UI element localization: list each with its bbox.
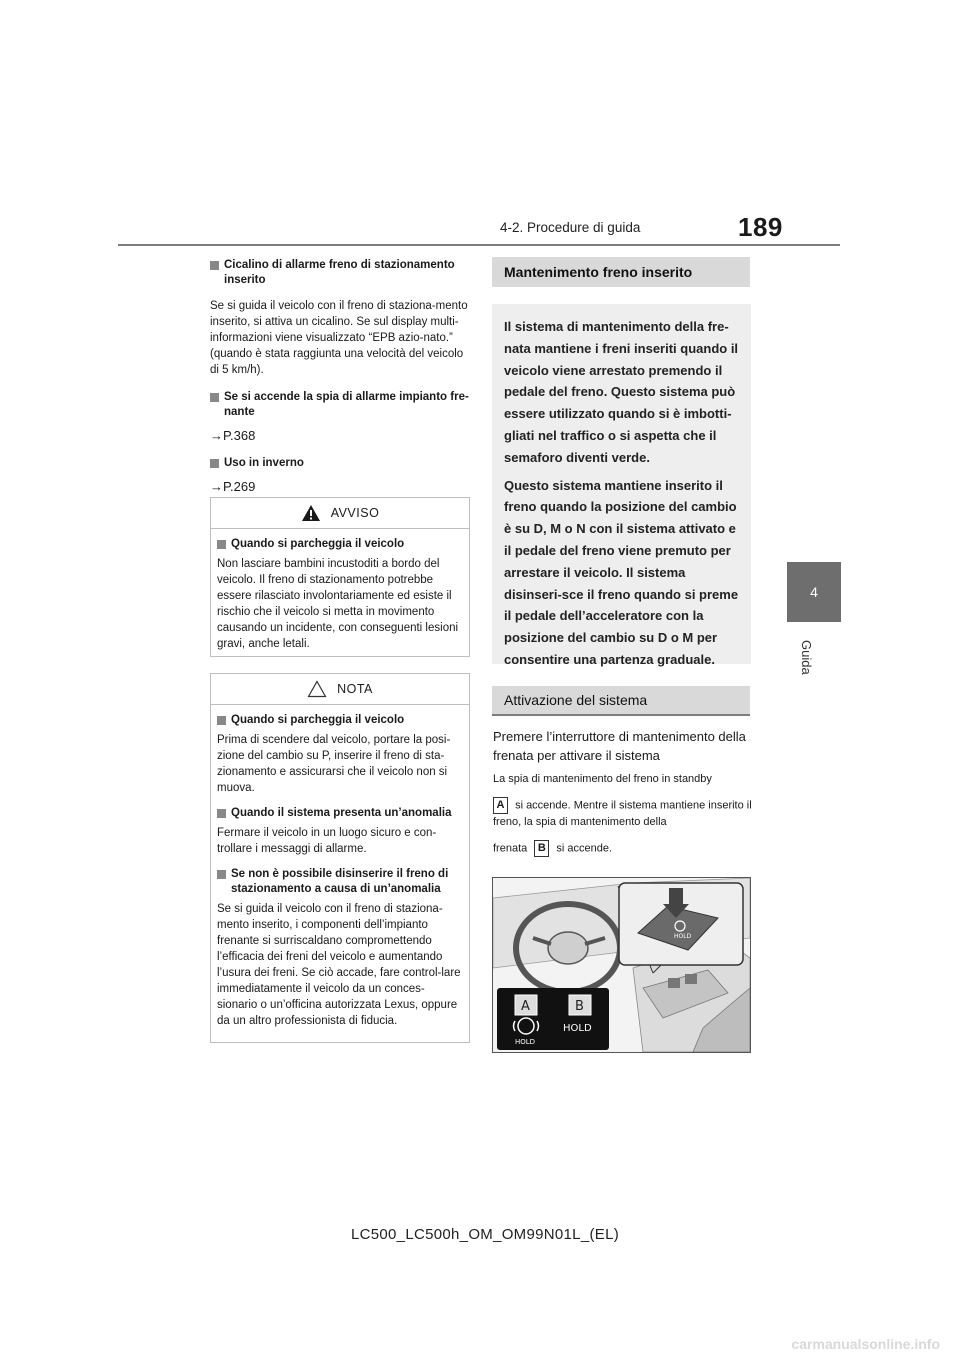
instruction-step: Premere l’interruttore di mantenimento della frenata per attivare il sistema [493, 729, 746, 763]
page-number: 189 [738, 212, 783, 242]
warning-body [211, 529, 469, 670]
panel-label-b: B [575, 999, 584, 1014]
notice-box [210, 673, 470, 1043]
warning-header [211, 498, 469, 529]
panel-label-a: A [521, 999, 530, 1014]
notice-item-text: Prima di scendere dal veicolo, portare la posi-zione del cambio su P, inserire il freno di sta-zionamento e assicurarsi che il veicolo non si muova. [217, 734, 451, 794]
section-header-activation: Attivazione del sistema [492, 686, 750, 716]
notice-item-heading: Se non è possibile disinserire il freno di stazionamento a causa di un’anomalia [217, 867, 463, 897]
footer-code: LC500_LC500h_OM_OM99N01L_(EL) [350, 1226, 620, 1243]
page-reference: →P.368 [210, 428, 256, 443]
section-header-brake-hold: Mantenimento freno inserito [492, 257, 750, 287]
notice-item-text: Fermare il veicolo in un luogo sicuro e con-trollare i messaggi di allarme. [217, 827, 437, 855]
section-title: 4-2. Procedure di guida [500, 220, 641, 235]
warning-item-heading: Quando si parcheggia il veicolo [217, 537, 463, 552]
watermark: carmanualsonline.info [791, 1336, 940, 1352]
indicator-note: La spia di mantenimento del freno in standby A si accende. Mentre il sistema mantiene inserito il freno, la spia di mantenimento della frenata B si accende. [493, 771, 753, 857]
intro-paragraph: Questo sistema mantiene inserito il freno quando la posizione del cambio è su D, M o N con il sistema attivato e il pedale del freno viene premuto per arrestare il veicolo. Il sistema disinseri-sce il freno quando si preme il pedale dell’acceleratore con la posizione del cambio su D o M per consentire una partenza graduale. [504, 477, 739, 667]
warning-item-text: Non lasciare bambini incustoditi a bordo del veicolo. Il freno di stazionamento potrebbe essere rilasciato involontariamente ed esiste il rischio che il veicolo si metta in movimento causando un incidente, con conseguenti lesioni gravi, anche letali. [217, 558, 459, 650]
page-reference: →P.269 [210, 479, 256, 494]
chapter-number: 4 [810, 584, 818, 600]
notice-item-heading: Quando si parcheggia il veicolo [217, 713, 463, 728]
caution-triangle-icon [307, 680, 327, 698]
cockpit-drawing [493, 878, 750, 1052]
warning-box [210, 497, 470, 657]
section-text: Se si guida il veicolo con il freno di staziona-mento inserito, si attiva un cicalino. Se sul display multi-informazioni viene visualizzato “EPB azio-nato.” (quando è stata raggiunta una velocità del veicolo di 5 km/h). [210, 300, 468, 376]
intro-paragraph: Il sistema di mantenimento della fre-nata mantiene i freni inseriti quando il veicolo viene arrestato premendo il pedale del freno. Questo sistema può essere utilizzato quando si è imbotti-gliati nel traffico o si aspetta che il semaforo diventi verde. [504, 319, 739, 465]
hold-indicator-text: HOLD [563, 1023, 592, 1034]
intro-panel [492, 304, 751, 667]
standby-indicator-text: HOLD [515, 1038, 536, 1046]
notice-header [211, 674, 469, 705]
left-sections [210, 258, 472, 495]
section-heading: Uso in inverno [210, 456, 472, 471]
section-heading: Cicalino di allarme freno di stazionamento inserito [210, 258, 472, 288]
warning-title: AVVISO [330, 506, 380, 520]
chapter-tab [787, 562, 841, 622]
section-heading: Se si accende la spia di allarme impianto fre-nante [210, 390, 472, 420]
warning-triangle-icon [301, 504, 321, 522]
notice-title: NOTA [337, 682, 373, 696]
inset-hold-text: HOLD [674, 933, 692, 940]
notice-item-heading: Quando il sistema presenta un’anomalia [217, 806, 463, 821]
notice-item-text: Se si guida il veicolo con il freno di staziona-mento inserito, i componenti dell’impianto frenante si surriscaldano compromettendo l’efficacia dei freni del veicolo e aumentando l’usura dei freni. Se ciò accade, fare control-lare immediatamente il veicolo da un conces-sionario o un’officina autorizzata Lexus, oppure da un altro professionista di fiducia. [217, 903, 461, 1027]
chapter-label: Guida [799, 640, 814, 675]
callout-label-a: A [493, 797, 508, 814]
callout-label-b: B [534, 840, 549, 857]
brake-hold-illustration [492, 877, 751, 1053]
header-rule [118, 244, 840, 246]
notice-body [211, 705, 469, 1047]
